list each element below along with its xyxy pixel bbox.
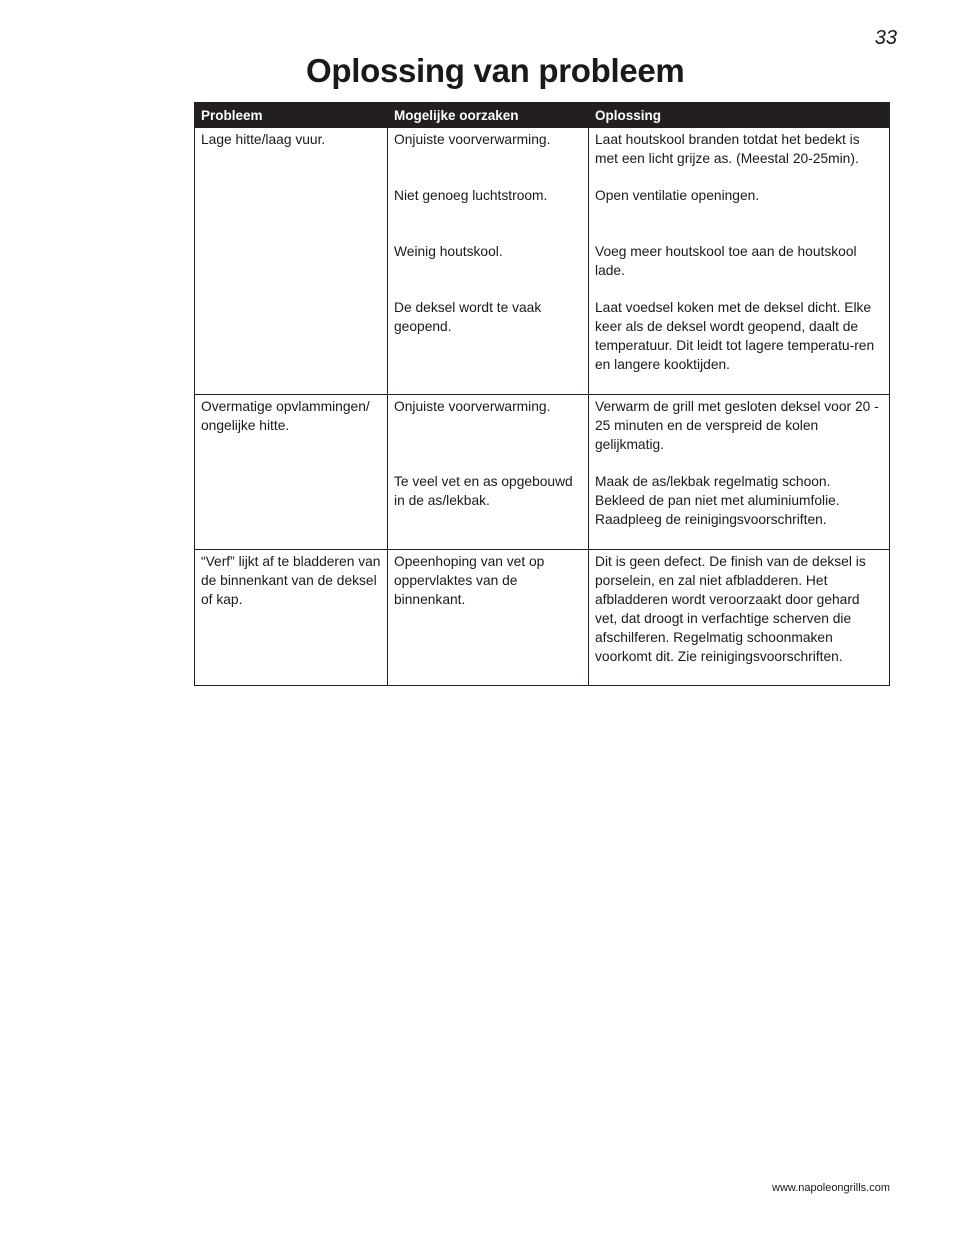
page-number: 33 <box>874 27 897 49</box>
problem-cell <box>195 395 388 550</box>
problem-text: Lage hitte/laag vuur. <box>201 132 326 147</box>
troubleshooting-table <box>194 102 890 686</box>
solution-text: Dit is geen defect. De finish van de deksel is porselein, en zal niet afbladderen. Het afbladderen wordt veroorzaakt door gehard vet, dat droogt in verfachtige scherven die afschilferen. Regelmatig schoonmaken voorkomt dit. Zie reinigingsvoorschriften. <box>595 554 866 664</box>
cause-text: De deksel wordt te vaak geopend. <box>394 300 542 334</box>
solution-text: Verwarm de grill met gesloten deksel voor 20 - 25 minuten en de verspreid de kolen gelijkmatig. <box>595 399 879 452</box>
cause-text: Weinig houtskool. <box>394 244 503 259</box>
solution-text: Open ventilatie openingen. <box>595 188 760 203</box>
solution-text: Laat voedsel koken met de deksel dicht. Elke keer als de deksel wordt geopend, daalt de temperatuur. Dit leidt tot lagere temperatu-ren en langere kooktijden. <box>595 300 875 372</box>
header-causes: Mogelijke oorzaken <box>388 103 589 128</box>
cause-text: Onjuiste voorverwarming. <box>394 132 551 147</box>
table-row <box>195 128 890 395</box>
page-title: Oplossing van probleem <box>306 52 685 89</box>
cause-text: Onjuiste voorverwarming. <box>394 399 551 414</box>
solution-cell <box>589 128 890 395</box>
cause-cell <box>388 395 589 550</box>
cause-cell <box>388 128 589 395</box>
solution-cell <box>589 550 890 686</box>
table-row <box>195 395 890 550</box>
solution-text: Laat houtskool branden totdat het bedekt is met een licht grijze as. (Meestal 20-25min). <box>595 132 860 166</box>
problem-cell <box>195 128 388 395</box>
table-header-row <box>195 103 890 128</box>
header-solution: Oplossing <box>589 103 890 128</box>
solution-text: Voeg meer houtskool toe aan de houtskool lade. <box>595 244 857 278</box>
problem-text: Overmatige opvlammingen/ ongelijke hitte. <box>201 399 370 433</box>
problem-text: “Verf” lijkt af te bladderen van de binnenkant van de deksel of kap. <box>201 554 381 607</box>
cause-text: Te veel vet en as opgebouwd in de as/lekbak. <box>394 474 573 508</box>
footer-url: www.napoleongrills.com <box>772 1182 890 1194</box>
solution-cell <box>589 395 890 550</box>
problem-cell <box>195 550 388 686</box>
header-problem: Probleem <box>195 103 388 128</box>
solution-text: Maak de as/lekbak regelmatig schoon. Bekleed de pan niet met aluminiumfolie. Raadpleeg de reinigingsvoorschriften. <box>595 474 840 527</box>
cause-cell <box>388 550 589 686</box>
table-row <box>195 550 890 686</box>
cause-text: Opeenhoping van vet op oppervlaktes van de binnenkant. <box>394 554 545 607</box>
cause-text: Niet genoeg luchtstroom. <box>394 188 548 203</box>
